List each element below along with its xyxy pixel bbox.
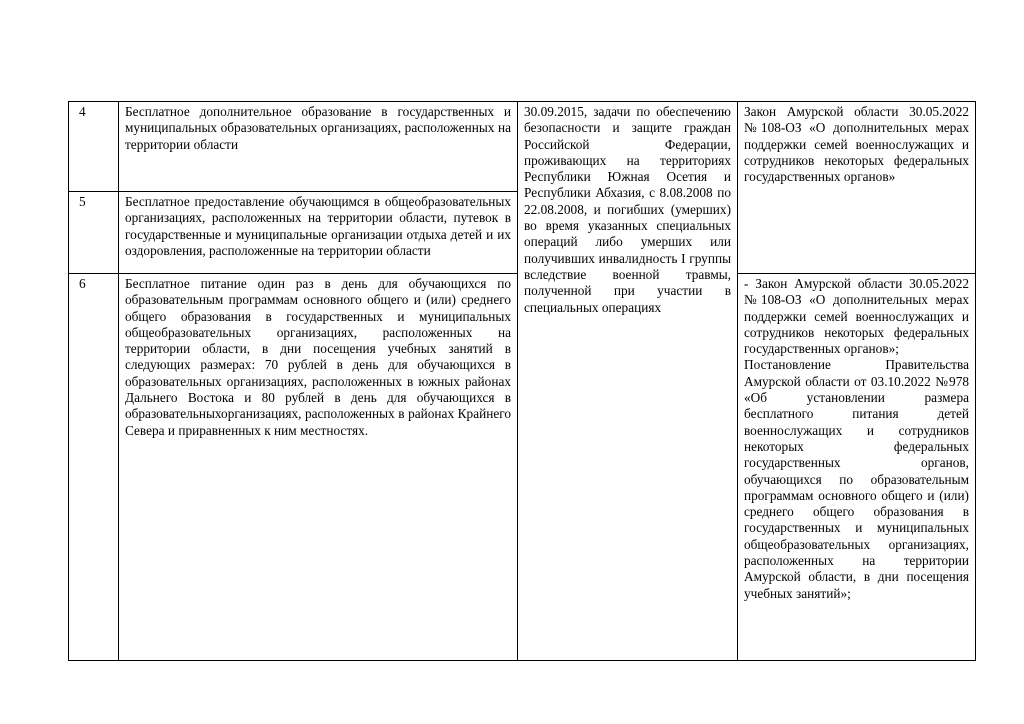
row-number: 6 bbox=[69, 274, 119, 661]
benefit-description: Бесплатное предоставление обучающимся в общеобразовательных организациях, расположенных на территории области, путевок в государственные и муниципальные организации отдыха детей и их оздоровления, расположенные на территории области bbox=[119, 192, 518, 274]
law-reference: - Закон Амурской области 30.05.2022 №108-ОЗ «О дополнительных мерах поддержки семей военнослужащих и сотрудников некоторых федеральных государственных органов»; bbox=[744, 276, 969, 357]
legal-basis: Закон Амурской области 30.05.2022 №108-ОЗ «О дополнительных мерах поддержки семей военнослужащих и сотрудников некоторых федеральных государственных органов» bbox=[738, 102, 976, 274]
table-row bbox=[69, 102, 976, 192]
benefit-description: Бесплатное дополнительное образование в государственных и муниципальных образовательных организациях, расположенных на территории области bbox=[119, 102, 518, 192]
benefit-description: Бесплатное питание один раз в день для обучающихся по образовательным программам основного общего и (или) среднего общего образования в государственных и муниципальных общеобразовательных организациях, расположенных на территории области, в дни посещения учебных занятий в следующих размерах: 70 рублей в день для обучающихся в образовательных организациях, расположенных в южных районах Дальнего Востока и 80 рублей в день для обучающихся в образовательныхорганизациях, расположенных в районах Крайнего Севера и приравненных к ним местностях. bbox=[119, 274, 518, 661]
government-resolution-reference: Постановление Правительства Амурской области от 03.10.2022 №978 «Об установлении размера бесплатного питания детей военнослужащих и сотрудников некоторых федеральных государственных органов, обучающихся по образовательным программам основного общего и (или) среднего общего образования в государственных и муниципальных общеобразовательных организациях, расположенных на территории Амурской области, в дни посещения учебных занятий»; bbox=[744, 357, 969, 601]
recipient-conditions: 30.09.2015, задачи по обеспечению безопасности и защите граждан Российской Федерации, проживающих на территориях Республики Южная Осетия и Республики Абхазия, с 8.08.2008 по 22.08.2008, и погибших (умерших) во время указанных специальных операций либо умерших или получивших инвалидность I группы вследствие военной травмы, полученной при участии в специальных операциях bbox=[518, 102, 738, 661]
benefits-table bbox=[68, 101, 976, 661]
legal-basis bbox=[738, 274, 976, 661]
row-number: 5 bbox=[69, 192, 119, 274]
row-number: 4 bbox=[69, 102, 119, 192]
